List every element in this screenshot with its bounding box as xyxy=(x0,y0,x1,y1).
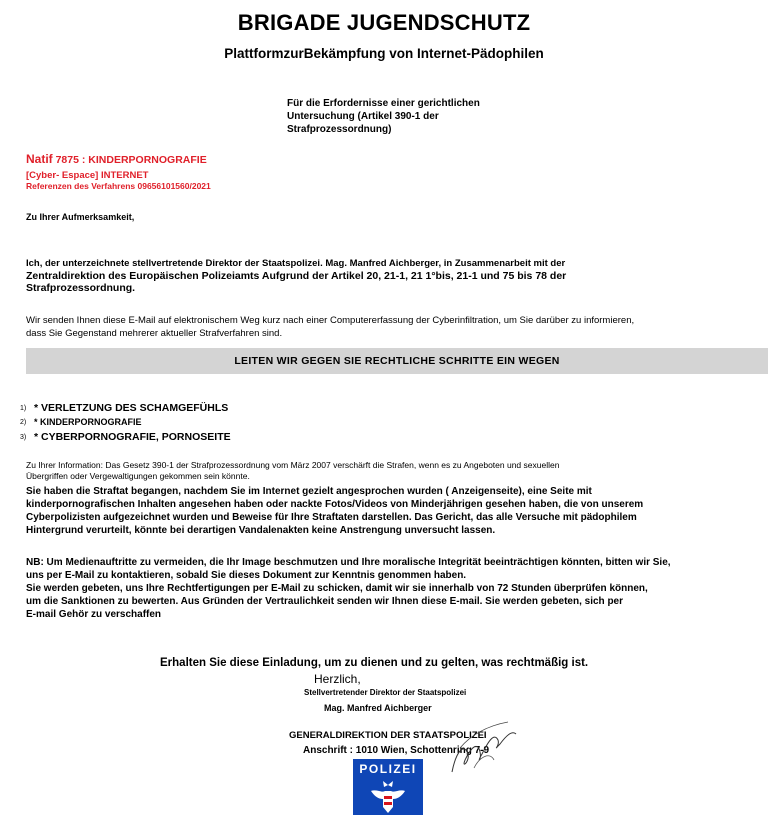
notice-line: Wir senden Ihnen diese E-Mail auf elektronischem Weg kurz nach einer Computererfassung der Cyberinfiltration, um Sie darüber zu informieren, xyxy=(26,315,635,326)
signatory-name: Mag. Manfred Aichberger xyxy=(324,703,432,713)
document-title: BRIGADE JUGENDSCHUTZ xyxy=(237,10,531,35)
information-paragraph xyxy=(26,460,756,482)
police-badge xyxy=(353,759,423,815)
natif-value: 7875 : KINDERPORNOGRAFIE xyxy=(55,154,207,166)
facts-line: kinderpornografischen Inhalten angesehen haben oder nackte Fotos/Videos von Minderjährigen gesehen haben, die von unserem xyxy=(26,499,644,510)
facts-line: Cyberpolizisten aufgezeichnet wurden und Beweise für Ihre Straftaten darstellen. Das Gericht, das alle Versuche mit pädophilem xyxy=(26,512,637,523)
charge-number: 2) xyxy=(20,418,27,426)
charge-number: 1) xyxy=(20,404,27,412)
charge-item xyxy=(20,402,228,414)
facts-line: Hintergrund verurteilt, könnte bei derartigen Vandalenakten keine Anstrengung unversucht lassen. xyxy=(26,525,496,536)
eagle-emblem-icon xyxy=(367,779,409,815)
purpose-block xyxy=(287,97,507,136)
handwritten-signature-icon xyxy=(420,712,530,782)
charge-text: * KINDERPORNOGRAFIE xyxy=(34,417,142,427)
charge-item xyxy=(20,431,231,443)
notice-line: dass Sie Gegenstand mehrerer aktueller Strafverfahren sind. xyxy=(26,328,283,339)
greeting: Zu Ihrer Aufmerksamkeit, xyxy=(26,212,135,222)
intro-line: Ich, der unterzeichnete stellvertretende Direktor der Staatspolizei. Mag. Manfred Aichberger, in Zusammenarbeit mit der xyxy=(26,258,566,269)
purpose-line: Strafprozessordnung) xyxy=(287,124,392,135)
purpose-line: Untersuchung (Artikel 390-1 der xyxy=(287,111,439,122)
document-subtitle: PlattformzurBekämpfung von Internet-Pädophilen xyxy=(224,46,544,61)
signoff-greeting: Herzlich, xyxy=(314,672,361,686)
address: Anschrift : 1010 Wien, Schottenring 7-9 xyxy=(303,745,490,756)
case-reference xyxy=(26,170,211,192)
charge-number: 3) xyxy=(20,433,27,441)
charge-item xyxy=(20,417,142,427)
cyber-space-label: [Cyber- Espace] INTERNET xyxy=(26,170,149,181)
badge-label: POLIZEI xyxy=(359,762,417,776)
closing-statement: Erhalten Sie diese Einladung, um zu dienen und zu gelten, was rechtmäßig ist. xyxy=(160,657,589,669)
procedure-reference: Referenzen des Verfahrens 09656101560/2021 xyxy=(26,181,211,191)
natif-label: Natif xyxy=(26,152,53,166)
intro-line: Strafprozessordnung. xyxy=(26,282,136,294)
signatory-role: Stellvertretender Direktor der Staatspolizei xyxy=(304,688,467,697)
notice-paragraph xyxy=(26,314,746,340)
legal-action-banner: LEITEN WIR GEGEN SIE RECHTLICHE SCHRITTE EIN WEGEN xyxy=(26,348,768,374)
info-line: Zu Ihrer Information: Das Gesetz 390-1 der Strafprozessordnung vom März 2007 verschärft die Strafen, wenn es zu Angeboten und sexuellen xyxy=(26,460,560,470)
charge-text: * VERLETZUNG DES SCHAMGEFÜHLS xyxy=(34,402,229,414)
nb-line: uns per E-Mail zu kontaktieren, sobald Sie dieses Dokument zur Kenntnis genommen haben. xyxy=(26,570,467,581)
purpose-line: Für die Erfordernisse einer gerichtlichen xyxy=(287,98,480,109)
nb-line: um die Sanktionen zu bewerten. Aus Gründen der Vertraulichkeit senden wir Ihnen diese E-mail. Sie werden gebeten, sich per xyxy=(26,596,624,607)
nb-line: Sie werden gebeten, uns Ihre Rechtfertigungen per E-Mail zu schicken, damit wir sie innerhalb von 72 Stunden überprüfen können, xyxy=(26,583,648,594)
department-name: GENERALDIREKTION DER STAATSPOLIZEI xyxy=(289,730,487,741)
natif-reference xyxy=(26,152,207,166)
facts-line: Sie haben die Straftat begangen, nachdem Sie im Internet gezielt angesprochen wurden ( Anzeigenseite), eine Seite mit xyxy=(26,486,592,497)
info-line: Übergriffen oder Vergewaltigungen gekommen sein könnte. xyxy=(26,471,250,481)
intro-paragraph xyxy=(26,258,756,294)
charge-text: * CYBERPORNOGRAFIE, PORNOSEITE xyxy=(34,431,231,443)
intro-line: Zentraldirektion des Europäischen Polizeiamts Aufgrund der Artikel 20, 21-1, 21 1°bis, 21-1 und 75 bis 78 der xyxy=(26,270,567,282)
nb-paragraph xyxy=(26,556,761,621)
nb-line: NB: Um Medienauftritte zu vermeiden, die Ihr Image beschmutzen und Ihre moralische Integrität beeinträchtigen könnten, bitten wir Sie, xyxy=(26,557,671,568)
nb-line: E-mail Gehör zu verschaffen xyxy=(26,609,162,620)
facts-paragraph xyxy=(26,485,756,537)
